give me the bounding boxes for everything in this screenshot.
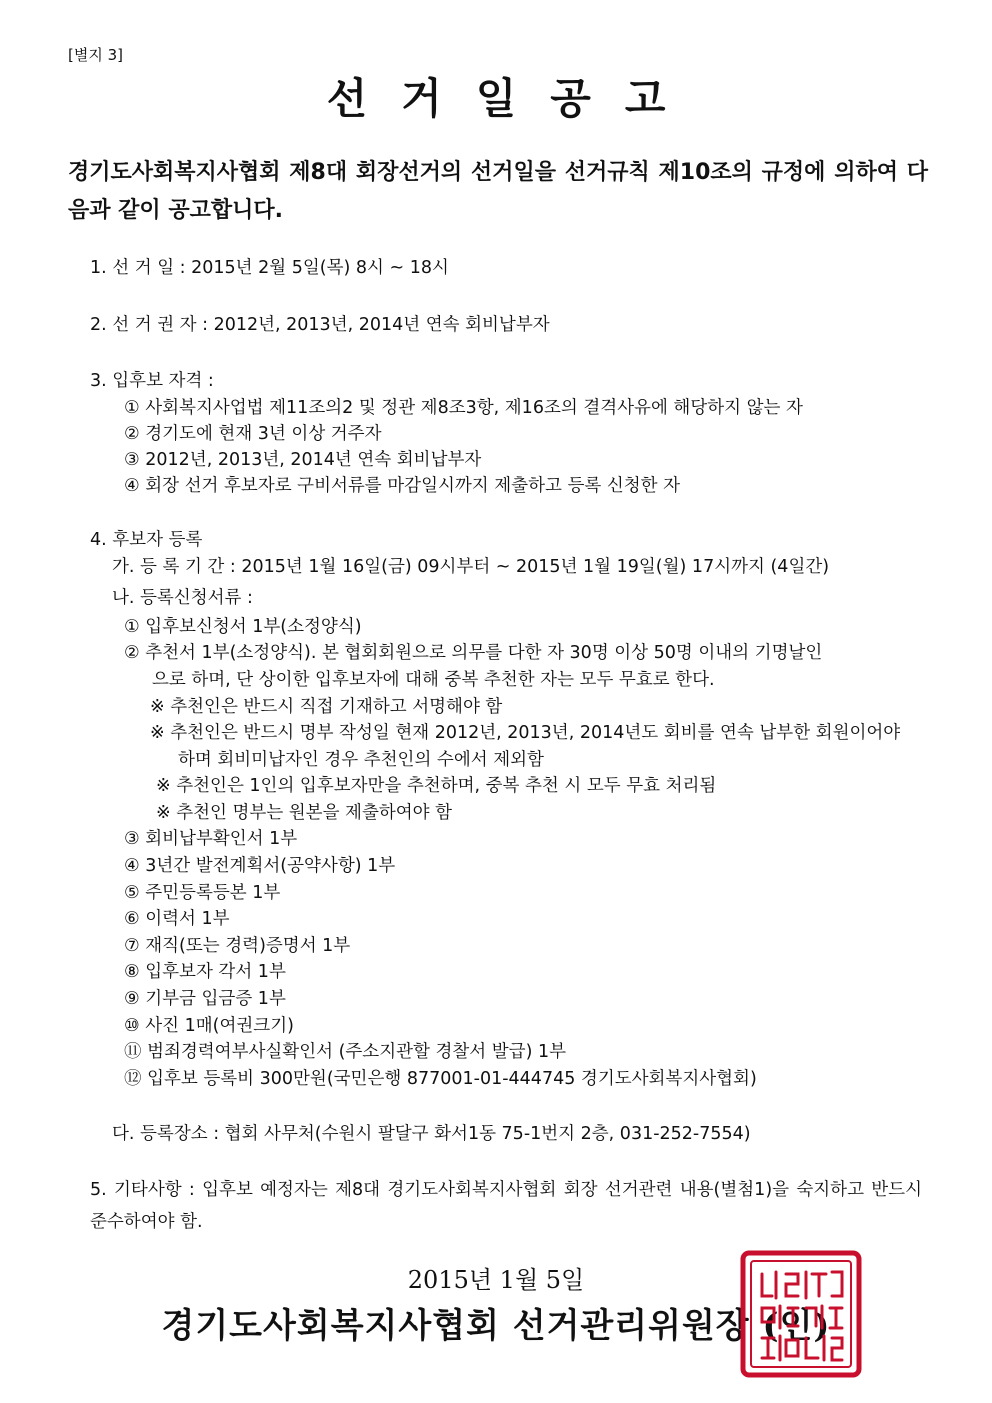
document-10: ⑩ 사진 1매(여권크기): [124, 1016, 294, 1036]
intro-paragraph: 경기도사회복지사협회 제8대 회장선거의 선거일을 선거규칙 제10조의 규정에 의하여 다음과 같이 공고합니다.: [68, 160, 928, 223]
document-8: ⑧ 입후보자 각서 1부: [124, 962, 286, 982]
document-6: ⑥ 이력서 1부: [124, 909, 230, 929]
registration-documents-heading: 나. 등록신청서류 :: [112, 588, 253, 608]
document-4: ④ 3년간 발전계획서(공약사항) 1부: [124, 856, 396, 876]
item-miscellaneous: 5. 기타사항 : 입후보 예정자는 제8대 경기도사회복지사협회 회장 선거관련 내용(별첨1)을 숙지하고 반드시 준수하여야 함.: [90, 1180, 922, 1232]
item-voters: 2. 선 거 권 자 : 2012년, 2013년, 2014년 연속 회비납부자: [90, 315, 550, 335]
eligibility-1: ① 사회복지사업법 제11조의2 및 정관 제8조3항, 제16조의 결격사유에 해당하지 않는 자: [124, 398, 803, 418]
eligibility-4: ④ 회장 선거 후보자로 구비서류를 마감일시까지 제출하고 등록 신청한 자: [124, 476, 680, 496]
item-election-day: 1. 선 거 일 : 2015년 2월 5일(목) 8시 ~ 18시: [90, 258, 449, 278]
document-3: ③ 회비납부확인서 1부: [124, 829, 298, 849]
eligibility-3: ③ 2012년, 2013년, 2014년 연속 회비납부자: [124, 450, 482, 470]
registration-place: 다. 등록장소 : 협회 사무처(수원시 팔달구 화서1동 75-1번지 2층, 031-252-7554): [112, 1124, 751, 1144]
document-9: ⑨ 기부금 입금증 1부: [124, 989, 286, 1009]
document-7: ⑦ 재직(또는 경력)증명서 1부: [124, 936, 351, 956]
document-5: ⑤ 주민등록등본 1부: [124, 883, 281, 903]
note-2-line-1: ※ 추천인은 반드시 명부 작성일 현재 2012년, 2013년, 2014년도 회비를 연속 납부한 회원이어야: [150, 723, 901, 743]
note-1: ※ 추천인은 반드시 직접 기재하고 서명해야 함: [150, 697, 503, 717]
attachment-tag: [별지 3]: [68, 46, 123, 64]
document-1: ① 입후보신청서 1부(소정양식): [124, 617, 362, 637]
signature-line: 경기도사회복지사협회 선거관리위원장 (인): [161, 1306, 831, 1346]
document-2-line-1: ② 추천서 1부(소정양식). 본 협회회원으로 의무를 다한 자 30명 이상 50명 이내의 기명날인: [124, 643, 823, 663]
registration-period: 가. 등 록 기 간 : 2015년 1월 16일(금) 09시부터 ~ 2015년 1월 19일(월) 17시까지 (4일간): [112, 557, 830, 577]
official-seal-icon: [740, 1250, 862, 1378]
page-title: 선거일공고: [326, 74, 700, 123]
item-registration-heading: 4. 후보자 등록: [90, 530, 203, 550]
notice-date: 2015년 1월 5일: [407, 1266, 585, 1294]
note-3: ※ 추천인은 1인의 입후보자만을 추천하며, 중복 추천 시 모두 무효 처리됨: [156, 776, 717, 796]
note-2-line-2: 하며 회비미납자인 경우 추천인의 수에서 제외함: [178, 750, 544, 770]
document-12: ⑫ 입후보 등록비 300만원(국민은행 877001-01-444745 경기도사회복지사협회): [124, 1069, 757, 1089]
document-2-line-2: 으로 하며, 단 상이한 입후보자에 대해 중복 추천한 자는 모두 무효로 한다.: [152, 670, 715, 690]
eligibility-2: ② 경기도에 현재 3년 이상 거주자: [124, 424, 382, 444]
note-4: ※ 추천인 명부는 원본을 제출하여야 함: [156, 803, 453, 823]
document-11: ⑪ 범죄경력여부사실확인서 (주소지관할 경찰서 발급) 1부: [124, 1042, 567, 1062]
item-eligibility-heading: 3. 입후보 자격 :: [90, 371, 214, 391]
